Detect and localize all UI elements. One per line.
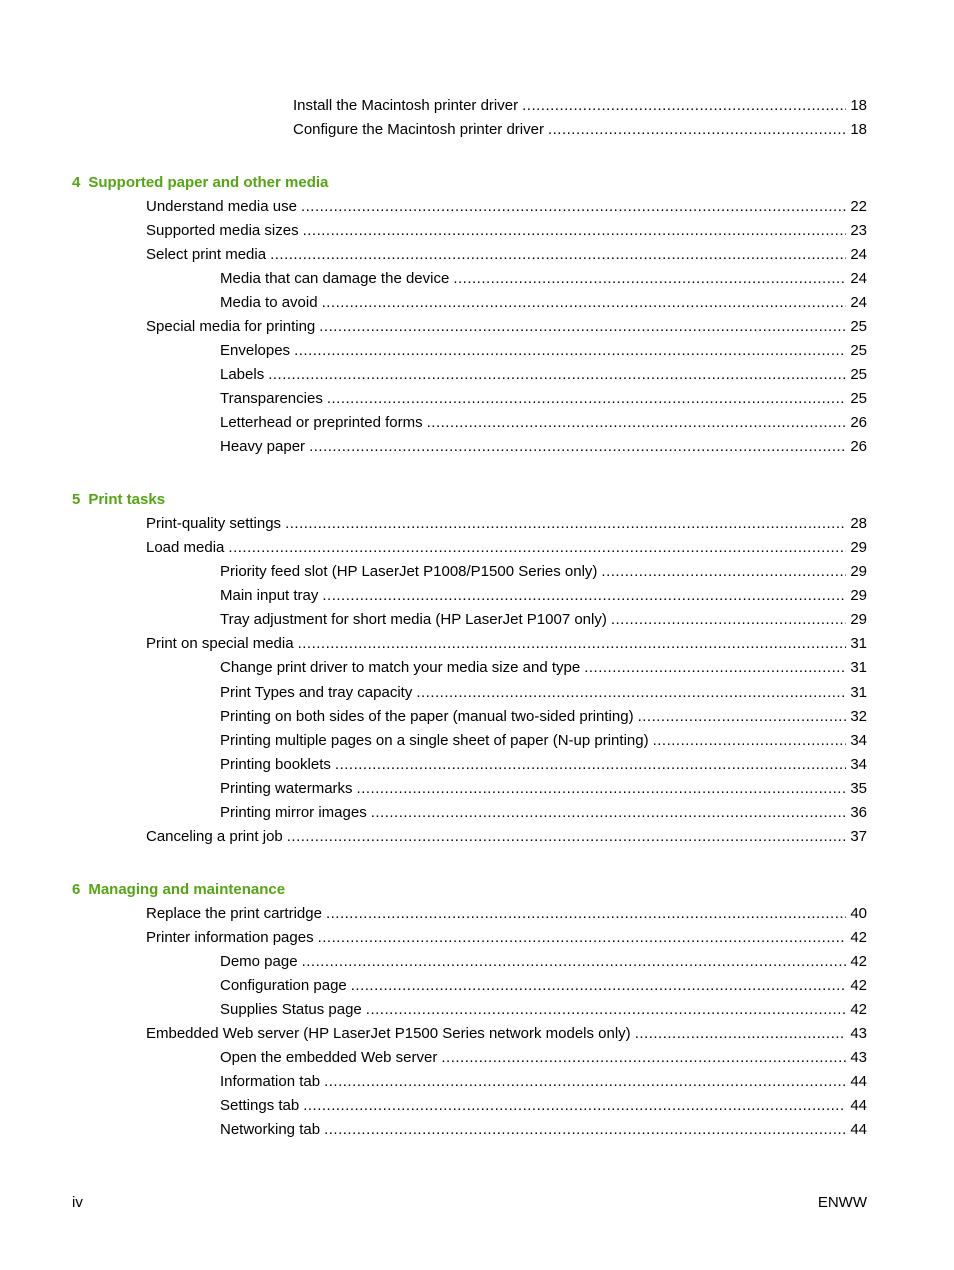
dot-leader [228, 538, 846, 558]
toc-entry-page: 42 [850, 1001, 867, 1018]
dot-leader [366, 1000, 847, 1020]
toc-entry-title: Heavy paper [220, 438, 306, 455]
toc-entry[interactable] [146, 1024, 867, 1044]
dot-leader [635, 1024, 847, 1044]
toc-entry-page: 28 [850, 515, 867, 532]
toc-entry-page: 36 [850, 804, 867, 821]
toc-entry-page: 35 [850, 780, 867, 797]
toc-entry[interactable] [293, 96, 867, 116]
toc-entry-title: Load media [146, 539, 225, 556]
dot-leader [371, 803, 847, 823]
toc-subentry[interactable] [220, 562, 867, 582]
dot-leader [326, 904, 846, 924]
toc-subentry[interactable] [220, 1048, 867, 1068]
toc-entry-page: 42 [850, 929, 867, 946]
dot-leader [638, 707, 847, 727]
toc-subentry[interactable] [220, 610, 867, 630]
toc-entry-page: 25 [850, 366, 867, 383]
toc-entry-page: 22 [850, 198, 867, 215]
toc-entry-title: Supplies Status page [220, 1001, 362, 1018]
toc-subentry[interactable] [220, 586, 867, 606]
toc-entry-title: Demo page [220, 953, 298, 970]
toc-entry-title: Configuration page [220, 977, 347, 994]
toc-entry[interactable] [146, 245, 867, 265]
toc-subentry[interactable] [220, 293, 867, 313]
toc-entry-title: Supported media sizes [146, 222, 299, 239]
dot-leader [416, 683, 846, 703]
toc-entry-page: 44 [850, 1097, 867, 1114]
dot-leader [611, 610, 846, 630]
dot-leader [309, 437, 846, 457]
dot-leader [351, 976, 847, 996]
toc-entry-title: Media that can damage the device [220, 270, 450, 287]
toc-entry-page: 32 [850, 708, 867, 725]
toc-entry-title: Print on special media [146, 635, 294, 652]
toc-entry-page: 44 [850, 1121, 867, 1138]
dot-leader [327, 389, 846, 409]
toc-entry-page: 29 [850, 587, 867, 604]
dot-leader [441, 1048, 846, 1068]
dot-leader [601, 562, 846, 582]
toc-entry-title: Printing booklets [220, 756, 331, 773]
toc-entry-title: Labels [220, 366, 265, 383]
footer-page-number: iv [72, 1194, 83, 1211]
toc-entry-title: Priority feed slot (HP LaserJet P1008/P1500 Series only) [220, 563, 598, 580]
toc-entry-page: 31 [850, 684, 867, 701]
toc-entry-title: Tray adjustment for short media (HP LaserJet P1007 only) [220, 611, 607, 628]
footer-doc-code: ENWW [817, 1194, 867, 1211]
toc-entry-page: 26 [850, 438, 867, 455]
toc-entry-page: 34 [850, 732, 867, 749]
toc-entry-title: Embedded Web server (HP LaserJet P1500 Series network models only) [146, 1025, 631, 1042]
toc-subentry[interactable] [220, 803, 867, 823]
toc-subentry[interactable] [220, 707, 867, 727]
dot-leader [427, 413, 847, 433]
chapter-number: 6 [72, 881, 81, 898]
toc-entry-page: 44 [850, 1073, 867, 1090]
dot-leader [335, 755, 846, 775]
toc-entry-title: Main input tray [220, 587, 319, 604]
toc-entry[interactable] [146, 514, 867, 534]
toc-entry-page: 18 [850, 121, 867, 138]
toc-entry[interactable] [146, 221, 867, 241]
toc-entry-title: Change print driver to match your media size and type [220, 659, 581, 676]
toc-entry-title: Print Types and tray capacity [220, 684, 413, 701]
dot-leader [285, 514, 846, 534]
toc-entry-title: Networking tab [220, 1121, 321, 1138]
toc-entry-title: Printing watermarks [220, 780, 353, 797]
chapter-title: Supported paper and other media [88, 174, 329, 191]
dot-leader [322, 586, 846, 606]
toc-subentry[interactable] [220, 952, 867, 972]
toc-entry-page: 42 [850, 953, 867, 970]
toc-entry-title: Select print media [146, 246, 267, 263]
chapter-title: Print tasks [88, 491, 166, 508]
toc-entry-title: Replace the print cartridge [146, 905, 322, 922]
toc-subentry[interactable] [220, 1000, 867, 1020]
toc-entry[interactable] [146, 197, 867, 217]
toc-entry-title: Envelopes [220, 342, 291, 359]
toc-entry-page: 25 [850, 318, 867, 335]
toc-entry-title: Printing on both sides of the paper (manual two-sided printing) [220, 708, 634, 725]
toc-entry[interactable] [146, 827, 867, 847]
toc-entry-page: 34 [850, 756, 867, 773]
toc-entry-title: Letterhead or preprinted forms [220, 414, 423, 431]
toc-entry-title: Install the Macintosh printer driver [293, 97, 519, 114]
toc-entry-title: Printing mirror images [220, 804, 367, 821]
dot-leader [303, 221, 847, 241]
toc-entry-page: 37 [850, 828, 867, 845]
dot-leader [324, 1072, 846, 1092]
dot-leader [357, 779, 847, 799]
toc-subentry[interactable] [220, 413, 867, 433]
toc-subentry[interactable] [220, 365, 867, 385]
toc-entry-page: 29 [850, 539, 867, 556]
toc-entry-title: Information tab [220, 1073, 321, 1090]
toc-entry-page: 40 [850, 905, 867, 922]
dot-leader [298, 634, 847, 654]
toc-entry-page: 42 [850, 977, 867, 994]
toc-entry-page: 18 [850, 97, 867, 114]
dot-leader [522, 96, 846, 116]
toc-entry[interactable] [146, 904, 867, 924]
dot-leader [548, 120, 846, 140]
toc-entry-page: 29 [850, 611, 867, 628]
chapter-number: 4 [72, 174, 81, 191]
chapter-heading[interactable] [72, 880, 285, 900]
toc-subentry[interactable] [220, 658, 867, 678]
page-footer [72, 1193, 867, 1213]
toc-subentry[interactable] [220, 341, 867, 361]
dot-leader [268, 365, 846, 385]
toc-entry-page: 29 [850, 563, 867, 580]
toc-entry-title: Printing multiple pages on a single sheet of paper (N-up printing) [220, 732, 649, 749]
toc-entry[interactable] [146, 928, 867, 948]
toc-entry[interactable] [146, 634, 867, 654]
toc-entry-page: 23 [850, 222, 867, 239]
toc-entry-page: 24 [850, 246, 867, 263]
toc-entry-title: Configure the Macintosh printer driver [293, 121, 544, 138]
dot-leader [322, 293, 847, 313]
dot-leader [294, 341, 846, 361]
dot-leader [287, 827, 847, 847]
toc-subentry[interactable] [220, 1096, 867, 1116]
toc-subentry[interactable] [220, 976, 867, 996]
chapter-heading[interactable] [72, 173, 328, 193]
toc-entry-title: Media to avoid [220, 294, 318, 311]
toc-entry-page: 31 [850, 659, 867, 676]
toc-entry-page: 24 [850, 294, 867, 311]
dot-leader [302, 952, 847, 972]
toc-subentry[interactable] [220, 1120, 867, 1140]
toc-entry-title: Printer information pages [146, 929, 314, 946]
toc-entry-page: 25 [850, 342, 867, 359]
toc-entry-page: 43 [850, 1049, 867, 1066]
toc-entry[interactable] [146, 538, 867, 558]
toc-subentry[interactable] [220, 683, 867, 703]
toc-entry-title: Settings tab [220, 1097, 300, 1114]
dot-leader [584, 658, 846, 678]
toc-entry-title: Understand media use [146, 198, 297, 215]
chapter-heading[interactable] [72, 490, 165, 510]
toc-subentry[interactable] [220, 389, 867, 409]
toc-subentry[interactable] [220, 731, 867, 751]
toc-subentry[interactable] [220, 437, 867, 457]
toc-entry[interactable] [293, 120, 867, 140]
toc-entry-title: Open the embedded Web server [220, 1049, 438, 1066]
toc-entry-page: 24 [850, 270, 867, 287]
toc-subentry[interactable] [220, 269, 867, 289]
toc-entry[interactable] [146, 317, 867, 337]
dot-leader [319, 317, 846, 337]
toc-entry-page: 26 [850, 414, 867, 431]
toc-subentry[interactable] [220, 779, 867, 799]
dot-leader [301, 197, 846, 217]
chapter-title: Managing and maintenance [88, 881, 286, 898]
dot-leader [453, 269, 846, 289]
dot-leader [653, 731, 847, 751]
toc-subentry[interactable] [220, 1072, 867, 1092]
chapter-number: 5 [72, 491, 81, 508]
toc-entry-page: 43 [850, 1025, 867, 1042]
toc-entry-title: Transparencies [220, 390, 323, 407]
dot-leader [318, 928, 847, 948]
toc-entry-title: Canceling a print job [146, 828, 283, 845]
toc-subentry[interactable] [220, 755, 867, 775]
dot-leader [270, 245, 846, 265]
toc-entry-page: 31 [850, 635, 867, 652]
toc-entry-page: 25 [850, 390, 867, 407]
dot-leader [324, 1120, 846, 1140]
toc-entry-title: Print-quality settings [146, 515, 282, 532]
toc-entry-title: Special media for printing [146, 318, 316, 335]
dot-leader [303, 1096, 846, 1116]
